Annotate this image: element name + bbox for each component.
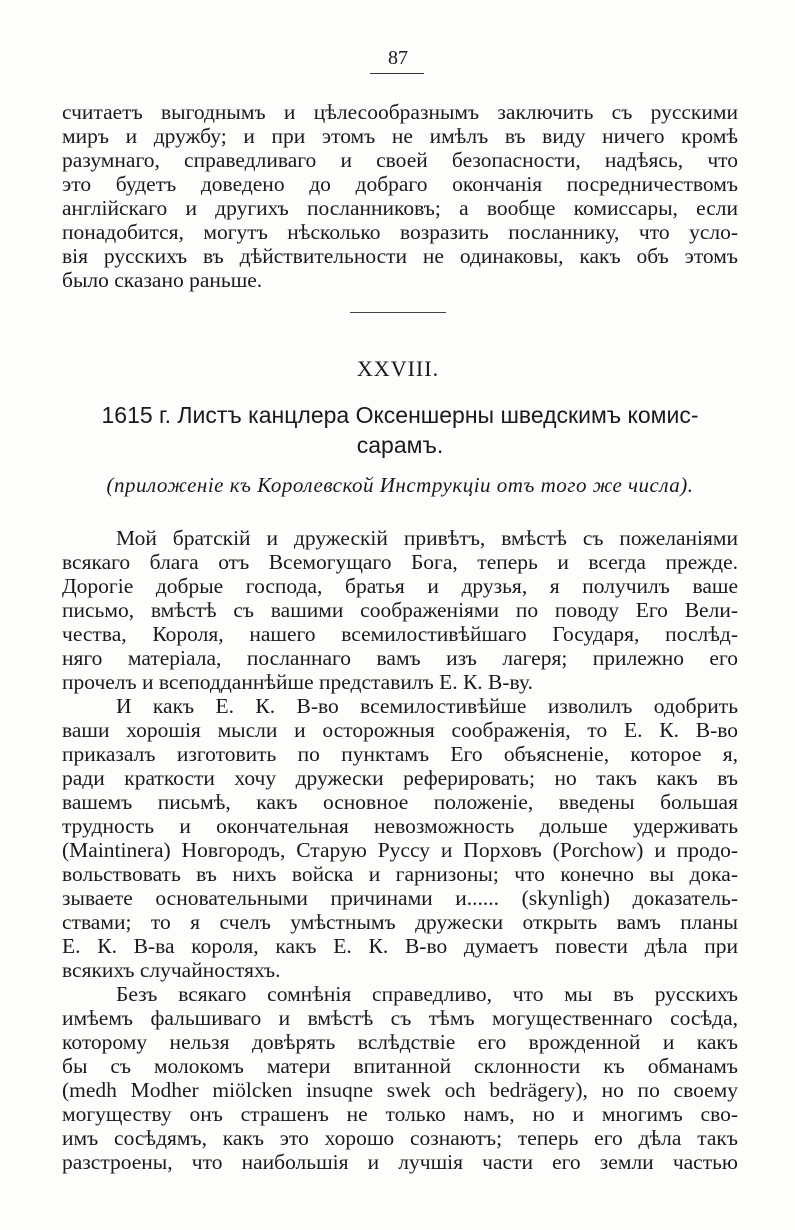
text-line: было сказано раньше. [62,268,263,292]
text-line: англійскаго и другихъ посланниковъ; а вообще комиссары, если [62,196,738,220]
text-line: считаетъ выгоднымъ и цѣлесообразнымъ заключить съ русскими [62,100,738,124]
text-line: разстроены, что наибольшія и лучшія части его земли частью [62,1150,738,1174]
text-line: трудность и окончательная невозможность дольше удерживать [62,814,738,838]
text-line: бы съ молокомъ матери впитанной склонности къ обманамъ [62,1054,738,1078]
text-line: Е. К. В-ва короля, какъ Е. К. В-во думаетъ повести дѣла при [62,934,738,958]
text-line: ствами; то я счелъ умѣстнымъ дружески открыть вамъ планы [62,910,738,934]
text-line: (medh Modher miölcken insuqne swek och bedrägery), но по своему [62,1078,738,1102]
page-number: 87 [388,47,408,69]
text-line: всякаго блага отъ Всемогущаго Бога, теперь и всегда прежде. [62,550,738,574]
text-line: вашемъ письмѣ, какъ основное положеніе, введены большая [62,790,738,814]
text-line: разумнаго, справедливаго и своей безопасности, надѣясь, что [62,148,738,172]
document-subtitle: (приложеніе къ Королевской Инструкціи отъ того же числа). [106,473,694,497]
text-line: ради краткости хочу дружески реферировать; но такъ какъ въ [62,766,738,790]
text-line: имъ сосѣдямъ, какъ это хорошо сознаютъ; теперь его дѣла такъ [62,1126,738,1150]
text-line: прочелъ и всеподданнѣйше представилъ Е. К. В-ву. [62,670,533,694]
text-line: это будетъ доведено до добраго окончанія посредничествомъ [62,172,738,196]
text-line: Безъ всякаго сомнѣнія справедливо, что мы въ русскихъ [116,982,738,1006]
section-number: XXVIII. [356,356,440,381]
text-line: чества, Короля, нашего всемилостивѣйшаго Государя, послѣд- [62,622,738,646]
text-line: имѣемъ фальшиваго и вмѣстѣ съ тѣмъ могущественнаго сосѣда, [62,1006,738,1030]
document-heading-line-1: 1615 г. Листъ канцлера Оксеншерны шведскимъ комис- [101,402,699,428]
text-line: ваши хорошія мысли и осторожныя соображенія, то Е. К. В-во [62,718,738,742]
text-line: которому нельзя довѣрять вслѣдствіе его врожденной и какъ [62,1030,738,1054]
text-line: зываете основательными причинами и...... (skynligh) доказатель- [62,886,738,910]
text-line: вія русскихъ въ дѣйствительности не одинаковы, какъ объ этомъ [62,244,738,268]
section-separator [350,312,446,313]
text-line: приказалъ изготовить по пунктамъ Его объясненіе, которое я, [62,742,738,766]
text-line: вольствовать въ нихъ войска и гарнизоны; что конечно вы дока- [62,862,738,886]
text-line: письмо, вмѣстѣ съ вашими соображеніями по поводу Его Вели- [62,598,738,622]
text-line: могуществу онъ страшенъ не только намъ, но и многимъ сво- [62,1102,738,1126]
page-number-rule [370,73,424,74]
text-line: миръ и дружбу; и при этомъ не имѣлъ въ виду ничего кромѣ [62,124,738,148]
text-line: Мой братскій и дружескій привѣтъ, вмѣстѣ съ пожеланіями [116,526,738,550]
text-line: И какъ Е. К. В-во всемилостивѣйше изволилъ одобрить [116,694,738,718]
text-line: понадобится, могутъ нѣсколько возразить посланнику, что усло- [62,220,738,244]
text-line: няго матеріала, посланнаго вамъ изъ лагеря; прилежно его [62,646,738,670]
document-heading-line-2: сарамъ. [356,432,444,458]
text-line: всякихъ случайностяхъ. [62,958,281,982]
text-line: (Maintinera) Новгородъ, Старую Руссу и Порховъ (Porchow) и продо- [62,838,738,862]
text-line: Дорогіе добрые господа, братья и друзья, я получилъ ваше [62,574,738,598]
